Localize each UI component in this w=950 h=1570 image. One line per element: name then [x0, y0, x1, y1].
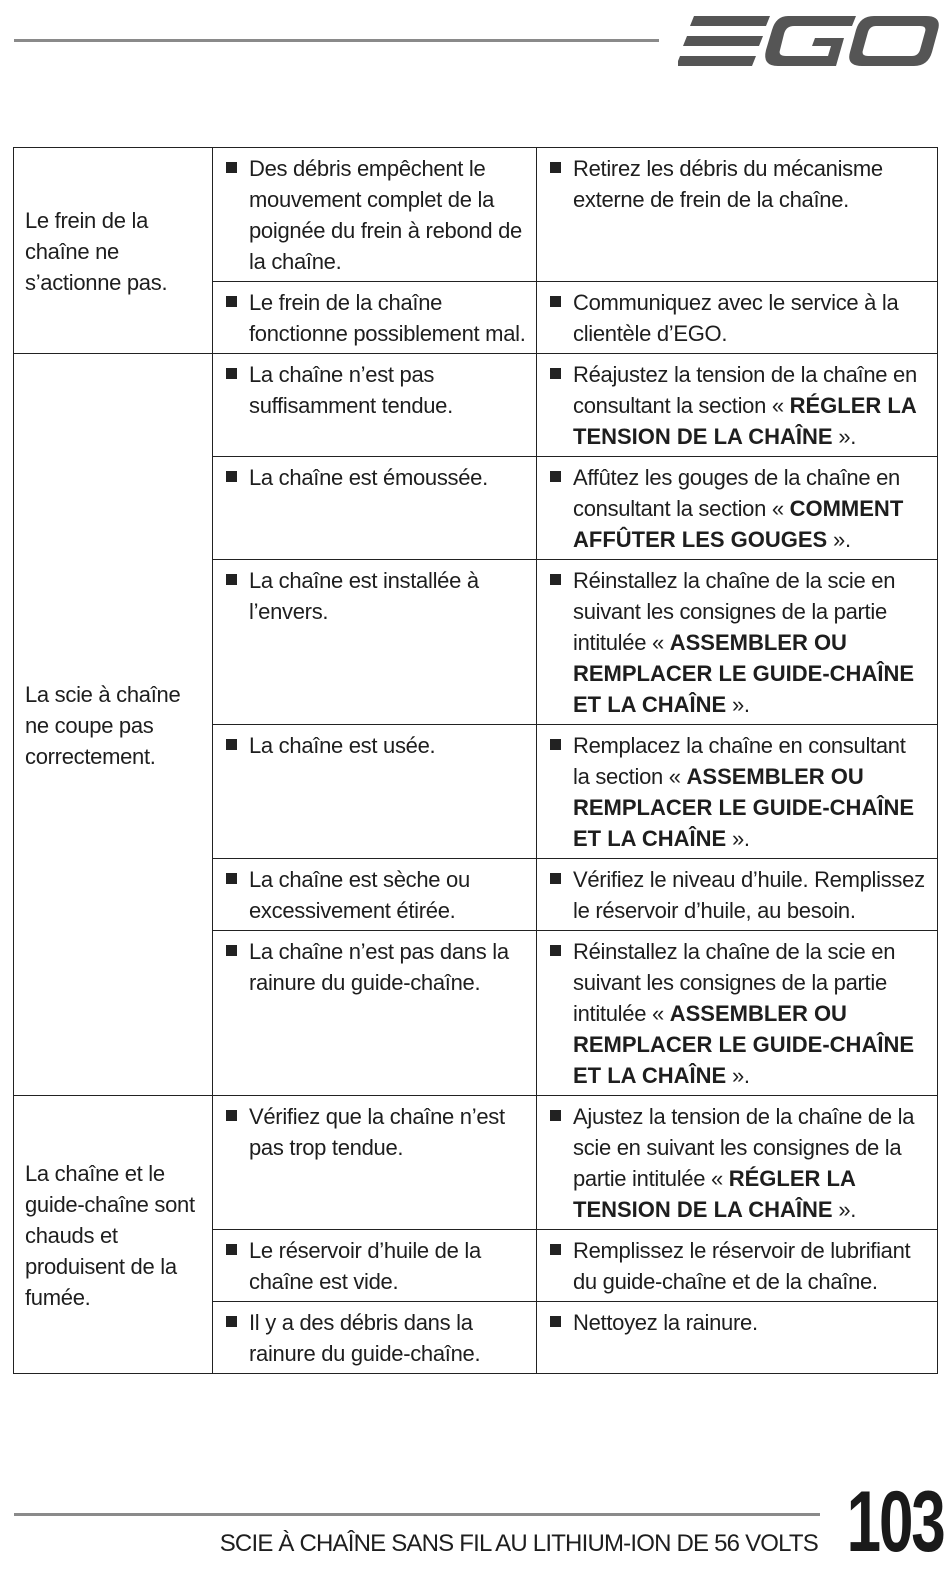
cause-text: La chaîne n’est pas dans la rainure du guide-chaîne.: [223, 936, 526, 998]
solution-text: [547, 462, 927, 555]
cause-cell: [213, 931, 537, 1096]
solution-segment: Ajustez la tension de la chaîne de la scie en suivant les consignes de la partie intitulée «: [573, 1104, 915, 1191]
cause-cell: [213, 1230, 537, 1302]
section-reference: RÉGLER LA TENSION DE LA CHAÎNE: [573, 1166, 856, 1222]
table-row: [14, 1096, 938, 1230]
cause-cell: [213, 282, 537, 354]
solution-cell: [537, 354, 938, 457]
solution-segment: Réinstallez la chaîne de la scie en suivant les consignes de la partie intitulée «: [573, 568, 896, 655]
problem-cell: Le frein de la chaîne ne s’actionne pas.: [14, 148, 213, 354]
solution-segment: Nettoyez la rainure.: [573, 1310, 758, 1335]
header-rule: [14, 39, 659, 42]
solution-text: [547, 1101, 927, 1225]
solution-segment: Communiquez avec le service à la clientèle d’EGO.: [573, 290, 899, 346]
section-reference: COMMENT AFFÛTER LES GOUGES: [573, 496, 904, 552]
solution-text: [547, 1307, 927, 1338]
solution-text: [547, 936, 927, 1091]
page-number: 103: [846, 1474, 944, 1570]
cause-text: Des débris empêchent le mouvement complet de la poignée du frein à rebond de la chaîne.: [223, 153, 526, 277]
solution-cell: [537, 282, 938, 354]
section-reference: RÉGLER LA TENSION DE LA CHAÎNE: [573, 393, 916, 449]
section-reference: ASSEMBLER OU REMPLACER LE GUIDE-CHAÎNE ET LA CHAÎNE: [573, 630, 915, 717]
solution-cell: [537, 725, 938, 859]
solution-cell: [537, 859, 938, 931]
solution-segment: ».: [726, 1063, 750, 1088]
solution-segment: Remplacez la chaîne en consultant la section «: [573, 733, 906, 789]
solution-text: [547, 565, 927, 720]
cause-cell: [213, 148, 537, 282]
solution-segment: ».: [832, 424, 857, 449]
cause-text: Il y a des débris dans la rainure du guide-chaîne.: [223, 1307, 526, 1369]
solution-text: [547, 730, 927, 854]
solution-cell: [537, 560, 938, 725]
solution-segment: Remplissez le réservoir de lubrifiant du guide-chaîne et de la chaîne.: [573, 1238, 911, 1294]
solution-text: [547, 287, 927, 349]
solution-cell: [537, 1230, 938, 1302]
solution-cell: [537, 1302, 938, 1374]
cause-cell: [213, 560, 537, 725]
table-row: [14, 148, 938, 282]
cause-cell: [213, 354, 537, 457]
cause-cell: [213, 859, 537, 931]
section-reference: ASSEMBLER OU REMPLACER LE GUIDE-CHAÎNE ET LA CHAÎNE: [573, 1001, 915, 1088]
problem-cell: La chaîne et le guide-chaîne sont chauds et produisent de la fumée.: [14, 1096, 213, 1374]
cause-text: La chaîne n’est pas suffisamment tendue.: [223, 359, 526, 421]
cause-cell: [213, 1096, 537, 1230]
cause-text: Le frein de la chaîne fonctionne possiblement mal.: [223, 287, 526, 349]
troubleshooting-table: [13, 147, 938, 1374]
solution-segment: ».: [726, 826, 750, 851]
cause-text: Vérifiez que la chaîne n’est pas trop tendue.: [223, 1101, 526, 1163]
solution-cell: [537, 457, 938, 560]
ego-logo: [678, 10, 940, 72]
cause-cell: [213, 457, 537, 560]
solution-segment: Réajustez la tension de la chaîne en consultant la section «: [573, 362, 917, 418]
solution-segment: ».: [832, 1197, 857, 1222]
cause-text: La chaîne est usée.: [223, 730, 526, 761]
cause-text: Le réservoir d’huile de la chaîne est vide.: [223, 1235, 526, 1297]
footer-rule: [14, 1513, 820, 1516]
cause-cell: [213, 1302, 537, 1374]
solution-segment: Réinstallez la chaîne de la scie en suivant les consignes de la partie intitulée «: [573, 939, 896, 1026]
cause-text: La chaîne est installée à l’envers.: [223, 565, 526, 627]
solution-cell: [537, 148, 938, 282]
solution-cell: [537, 1096, 938, 1230]
solution-cell: [537, 931, 938, 1096]
solution-segment: Retirez les débris du mécanisme externe de frein de la chaîne.: [573, 156, 883, 212]
cause-text: La chaîne est émoussée.: [223, 462, 526, 493]
section-reference: ASSEMBLER OU REMPLACER LE GUIDE-CHAÎNE ET LA CHAÎNE: [573, 764, 915, 851]
solution-text: [547, 1235, 927, 1297]
solution-text: [547, 153, 927, 215]
solution-segment: Affûtez les gouges de la chaîne en consultant la section «: [573, 465, 900, 521]
cause-cell: [213, 725, 537, 859]
solution-segment: ».: [726, 692, 750, 717]
table-row: [14, 354, 938, 457]
cause-text: La chaîne est sèche ou excessivement étirée.: [223, 864, 526, 926]
solution-segment: Vérifiez le niveau d’huile. Remplissez le réservoir d’huile, au besoin.: [573, 867, 925, 923]
solution-segment: ».: [827, 527, 851, 552]
solution-text: [547, 864, 927, 926]
problem-cell: La scie à chaîne ne coupe pas correctement.: [14, 354, 213, 1096]
solution-text: [547, 359, 927, 452]
footer-title: SCIE À CHAÎNE SANS FIL AU LITHIUM-ION DE 56 VOLTS: [219, 1530, 818, 1557]
